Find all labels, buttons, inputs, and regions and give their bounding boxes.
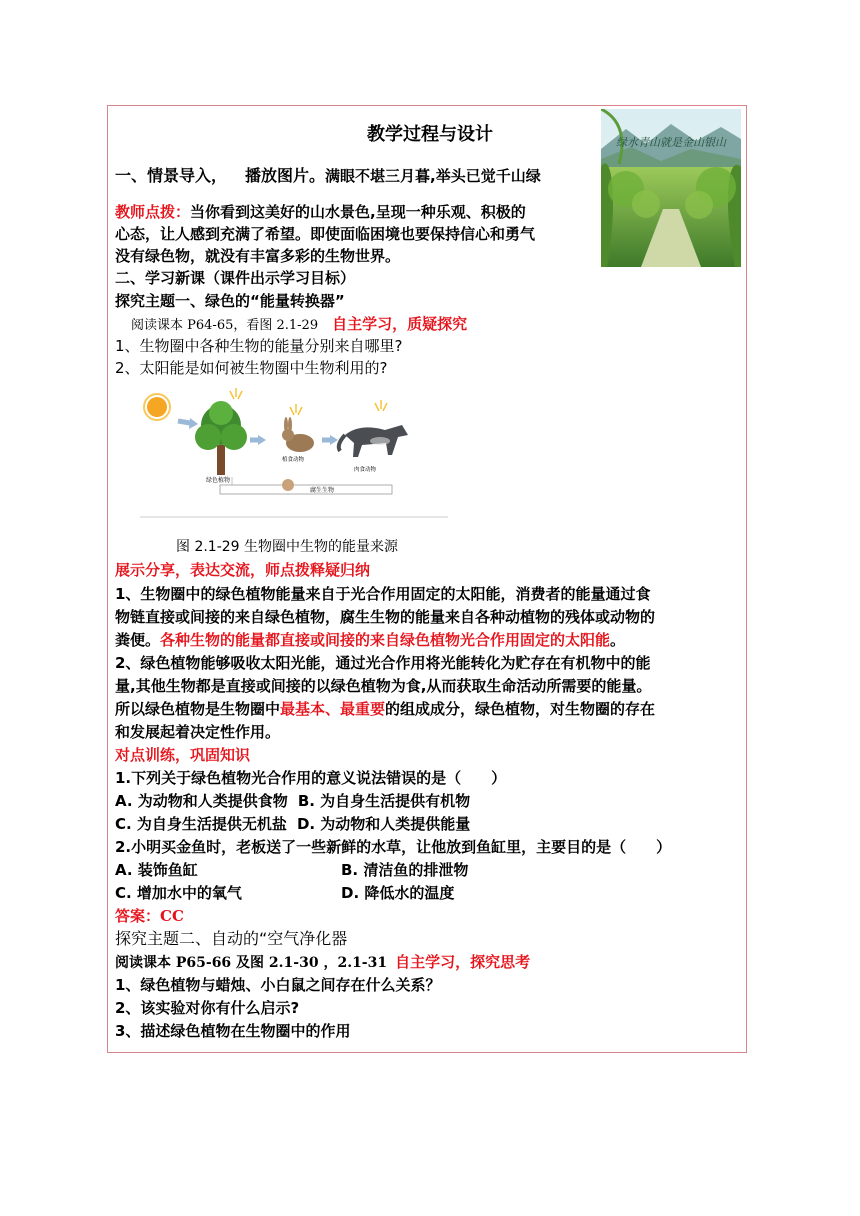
tip-label: 教师点拨：: [115, 203, 191, 221]
sun-icon: [144, 394, 170, 420]
share-p2-l3b: 最基本、最重要: [280, 700, 386, 718]
share-p1-l2: 物链直接或间接的来自绿色植物，腐生生物的能量来自各种动植物的残体或动物的: [115, 608, 656, 626]
tip-line3: 没有绿色物，就没有丰富多彩的生物世界。: [115, 247, 401, 265]
topic2-reading: 阅读课本 P65-66 及图 2.1-30 ，2.1-31: [115, 955, 388, 971]
landscape-photo: [601, 109, 741, 267]
share-p1-l3c: 。: [610, 631, 626, 649]
photo-caption: 绿水青山就是金山银山: [616, 136, 726, 149]
diagram-caption: 图 2.1-29 生物圈中生物的能量来源: [176, 539, 399, 555]
sunburst-icons: [230, 388, 387, 415]
practice-q2-d: D. 降低水的温度: [341, 884, 455, 902]
share-heading: 展示分享，表达交流，师点拨释疑归纳: [115, 561, 371, 579]
topic2-heading: 探究主题二、自动的“空气净化器: [115, 929, 348, 948]
topic1-q2: 2、太阳能是如何被生物圈中生物利用的?: [115, 359, 388, 377]
practice-q1-c: C. 为自身生活提供无机盐: [115, 815, 287, 833]
rabbit-icon: [282, 417, 314, 452]
section1-text: 满眼不堪三月暮,举头已觉千山绿: [325, 167, 541, 185]
topic2-q1: 1、绿色植物与蜡烛、小白鼠之间存在什么关系？: [115, 976, 441, 994]
section1-heading: 一、情景导入，: [115, 166, 228, 185]
label-carnivore: 肉食动物: [354, 467, 377, 473]
tip-line2: 心态，让人感到充满了希望。即使面临困境也要保持信心和勇气: [115, 225, 536, 243]
share-p1-l3b: 各种生物的能量都直接或间接的来自绿色植物光合作用固定的太阳能: [160, 631, 611, 649]
page-title: 教学过程与设计: [367, 124, 493, 145]
practice-q1-d: D. 为动物和人类提供能量: [296, 815, 471, 833]
section1-action: 播放图片。: [245, 166, 326, 185]
share-p1-l1: 1、生物圈中的绿色植物能量来自于光合作用固定的太阳能，消费者的能量通过食: [115, 585, 651, 603]
share-p2-l1: 2、绿色植物能够吸收太阳光能，通过光合作用将光能转化为贮存在有机物中的能: [115, 654, 651, 672]
section2-heading: 二、学习新课（课件出示学习目标）: [115, 269, 356, 287]
mushroom-icon: [282, 479, 294, 491]
tip-line1: 当你看到这美好的山水景色,呈现一种乐观、积极的: [190, 203, 526, 221]
label-herbivore: 植食动物: [282, 457, 305, 463]
practice-q2-a: A. 装饰鱼缸: [115, 861, 198, 879]
practice-heading: 对点训练，巩固知识: [115, 746, 251, 764]
practice-q2-b: B. 清洁鱼的排泄物: [341, 861, 469, 879]
practice-q1-b: B. 为自身生活提供有机物: [297, 792, 471, 810]
practice-q2-c: C. 增加水中的氧气: [115, 884, 242, 902]
label-plant: 绿色植物: [206, 477, 231, 484]
label-decomposer: 腐生生物: [310, 487, 335, 494]
topic1-mode: 自主学习，质疑探究: [332, 315, 468, 333]
topic1-q1: 1、生物圈中各种生物的能量分别来自哪里?: [115, 337, 403, 355]
practice-q2: 2.小明买金鱼时，老板送了一些新鲜的水草，让他放到鱼缸里，主要目的是（ ）: [115, 838, 672, 856]
wolf-icon: [339, 425, 408, 457]
practice-q1-a: A. 为动物和人类提供食物: [115, 792, 288, 810]
share-p1-l3a: 粪便。: [115, 631, 161, 649]
share-p2-l3a: 所以绿色植物是生物圈中: [115, 700, 281, 718]
share-p2-l2: 量,其他生物都是直接或间接的以绿色植物为食,从而获取生命活动所需要的能量。: [115, 677, 652, 695]
sun-arrow-icon: [178, 421, 190, 423]
topic1-heading: 探究主题一、绿色的“能量转换器”: [115, 292, 345, 310]
topic2-q3: 3、描述绿色植物在生物圈中的作用: [115, 1022, 351, 1040]
share-p2-l4: 和发展起着决定性作用。: [115, 723, 281, 741]
practice-q1: 1.下列关于绿色植物光合作用的意义说法错误的是（ ）: [115, 769, 507, 787]
topic1-reading: 阅读课本 P64-65，看图 2.1-29: [131, 318, 319, 333]
share-p2-l3c: 的组成成分，绿色植物，对生物圈的存在: [385, 700, 656, 718]
topic2-mode: 自主学习，探究思考: [395, 953, 531, 971]
energy-diagram: [140, 385, 448, 518]
tree-icon: [195, 401, 247, 475]
practice-answer: 答案：CC: [115, 907, 184, 925]
topic2-q2: 2、该实验对你有什么启示?: [115, 999, 300, 1017]
